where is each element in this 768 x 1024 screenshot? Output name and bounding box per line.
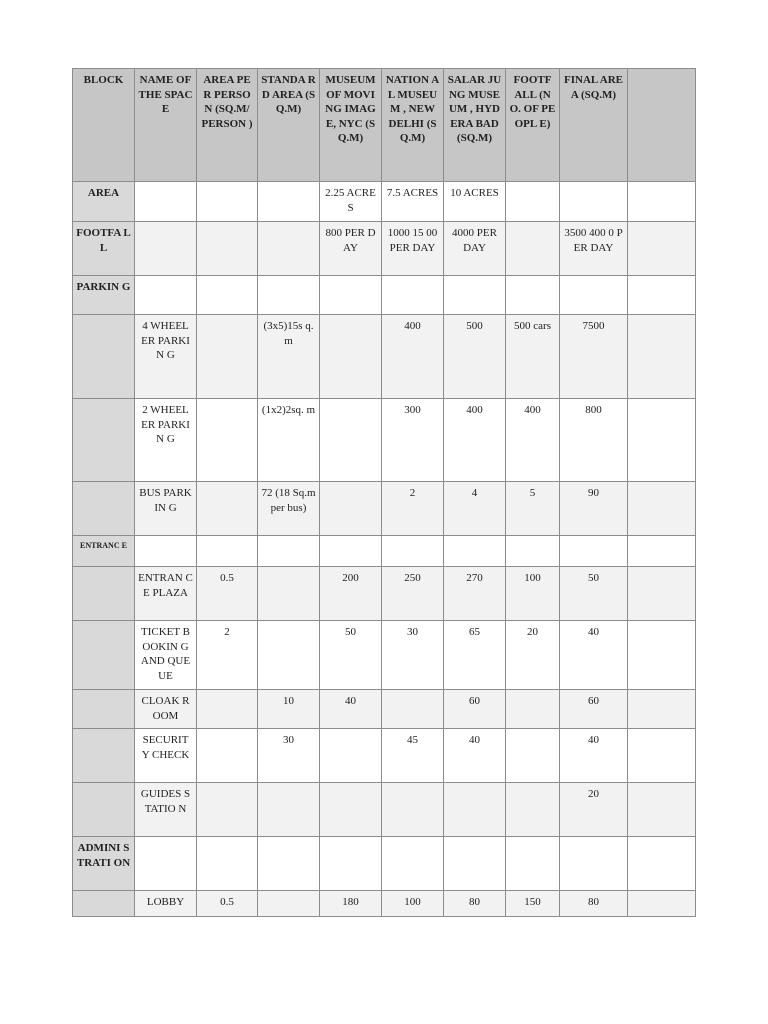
- table-cell: [320, 536, 382, 567]
- table-cell: 50: [560, 567, 628, 621]
- table-cell: 50: [320, 621, 382, 690]
- table-cell: 90: [560, 482, 628, 536]
- table-cell: [197, 729, 258, 783]
- table-cell: [258, 567, 320, 621]
- header-museum-moving-image: MUSEUM OF MOVING IMAGE, NYC (SQ.M): [320, 69, 382, 182]
- table-cell: [197, 482, 258, 536]
- space-cell: TICKET BOOKIN G AND QUEUE: [135, 621, 197, 690]
- table-cell: [320, 837, 382, 891]
- table-cell: 20: [506, 621, 560, 690]
- block-cell: [73, 690, 135, 729]
- table-cell: 400: [506, 399, 560, 482]
- table-cell: 100: [506, 567, 560, 621]
- table-cell: 500: [444, 315, 506, 399]
- block-cell: ENTRANC E: [73, 536, 135, 567]
- table-cell: 800 PER DAY: [320, 222, 382, 276]
- table-row: [73, 690, 696, 729]
- table-row: [73, 399, 696, 482]
- header-footfall: FOOTF ALL (NO. OF PEOPL E): [506, 69, 560, 182]
- table-cell: [382, 690, 444, 729]
- table-cell: [258, 621, 320, 690]
- table-cell: [628, 621, 696, 690]
- table-cell: [197, 837, 258, 891]
- table-cell: [197, 783, 258, 837]
- table-cell: 270: [444, 567, 506, 621]
- table-cell: [197, 182, 258, 222]
- table-cell: 65: [444, 621, 506, 690]
- table-cell: 10: [258, 690, 320, 729]
- space-cell: [135, 276, 197, 315]
- table-cell: [628, 690, 696, 729]
- table-cell: 60: [444, 690, 506, 729]
- table-cell: [197, 315, 258, 399]
- space-cell: 2 WHEEL ER PARKIN G: [135, 399, 197, 482]
- table-cell: [258, 276, 320, 315]
- table-cell: [628, 783, 696, 837]
- table-cell: 2: [382, 482, 444, 536]
- table-cell: 0.5: [197, 891, 258, 917]
- block-cell: [73, 482, 135, 536]
- table-cell: [382, 837, 444, 891]
- table-cell: [560, 182, 628, 222]
- table-row: [73, 621, 696, 690]
- table-cell: 250: [382, 567, 444, 621]
- space-cell: 4 WHEEL ER PARKIN G: [135, 315, 197, 399]
- table-row: [73, 729, 696, 783]
- table-cell: [560, 536, 628, 567]
- table-cell: [506, 729, 560, 783]
- header-final-area: FINAL AREA (SQ.M): [560, 69, 628, 182]
- space-cell: ENTRAN CE PLAZA: [135, 567, 197, 621]
- table-cell: 200: [320, 567, 382, 621]
- table-cell: 4: [444, 482, 506, 536]
- table-cell: [320, 276, 382, 315]
- space-cell: CLOAK ROOM: [135, 690, 197, 729]
- table-cell: [628, 729, 696, 783]
- space-cell: [135, 837, 197, 891]
- table-cell: [444, 783, 506, 837]
- table-cell: [320, 399, 382, 482]
- table-cell: [628, 399, 696, 482]
- table-cell: [320, 783, 382, 837]
- table-cell: 30: [382, 621, 444, 690]
- table-cell: 10 ACRES: [444, 182, 506, 222]
- table-cell: [197, 222, 258, 276]
- table-cell: [506, 690, 560, 729]
- table-cell: 400: [382, 315, 444, 399]
- table-row: [73, 315, 696, 399]
- table-cell: (3x5)15s q.m: [258, 315, 320, 399]
- table-row: [73, 837, 696, 891]
- table-cell: [197, 276, 258, 315]
- block-cell: [73, 729, 135, 783]
- table-cell: 5: [506, 482, 560, 536]
- table-row: [73, 222, 696, 276]
- table-cell: 30: [258, 729, 320, 783]
- table-row: [73, 482, 696, 536]
- table-row: [73, 182, 696, 222]
- table-cell: 80: [444, 891, 506, 917]
- table-cell: [197, 399, 258, 482]
- table-cell: [444, 837, 506, 891]
- table-cell: 300: [382, 399, 444, 482]
- table-cell: [320, 729, 382, 783]
- table-cell: 20: [560, 783, 628, 837]
- table-cell: 45: [382, 729, 444, 783]
- space-cell: [135, 182, 197, 222]
- block-cell: ADMINI STRATI ON: [73, 837, 135, 891]
- table-cell: 80: [560, 891, 628, 917]
- table-cell: 100: [382, 891, 444, 917]
- table-cell: 40: [320, 690, 382, 729]
- table-cell: 60: [560, 690, 628, 729]
- table-cell: [258, 837, 320, 891]
- space-cell: [135, 222, 197, 276]
- table-cell: [444, 536, 506, 567]
- header-row: [73, 69, 696, 182]
- table-cell: [506, 222, 560, 276]
- header-blank: [628, 69, 696, 182]
- table-row: [73, 536, 696, 567]
- space-cell: LOBBY: [135, 891, 197, 917]
- table-cell: [628, 482, 696, 536]
- table-cell: [382, 276, 444, 315]
- table-row: [73, 276, 696, 315]
- table-cell: [628, 837, 696, 891]
- table-cell: 40: [444, 729, 506, 783]
- table-cell: [258, 891, 320, 917]
- space-cell: GUIDES STATIO N: [135, 783, 197, 837]
- table-cell: [258, 222, 320, 276]
- table-cell: [382, 783, 444, 837]
- table-cell: 4000 PER DAY: [444, 222, 506, 276]
- table-cell: [444, 276, 506, 315]
- table-cell: [258, 783, 320, 837]
- table-cell: [197, 690, 258, 729]
- table-cell: [560, 837, 628, 891]
- header-national-museum: NATION AL MUSEUM , NEW DELHI (SQ.M): [382, 69, 444, 182]
- table-cell: [506, 837, 560, 891]
- table-cell: [506, 783, 560, 837]
- space-cell: SECURIT Y CHECK: [135, 729, 197, 783]
- table-cell: 150: [506, 891, 560, 917]
- table-cell: [320, 482, 382, 536]
- table-cell: 40: [560, 729, 628, 783]
- table-cell: 7500: [560, 315, 628, 399]
- table-cell: [628, 315, 696, 399]
- table-cell: 400: [444, 399, 506, 482]
- table-row: [73, 891, 696, 917]
- table-cell: 7.5 ACRES: [382, 182, 444, 222]
- table-cell: [628, 182, 696, 222]
- table-cell: 1000 15 00 PER DAY: [382, 222, 444, 276]
- table-cell: 0.5: [197, 567, 258, 621]
- space-cell: BUS PARKIN G: [135, 482, 197, 536]
- header-name-of-space: NAME OF THE SPACE: [135, 69, 197, 182]
- table-cell: [506, 276, 560, 315]
- block-cell: [73, 891, 135, 917]
- table-cell: [628, 567, 696, 621]
- table-cell: [628, 276, 696, 315]
- block-cell: PARKIN G: [73, 276, 135, 315]
- table-cell: 180: [320, 891, 382, 917]
- space-program-table: [72, 68, 696, 917]
- table-cell: [628, 891, 696, 917]
- header-area-per-person: AREA PER PERSON (SQ.M/ PERSON ): [197, 69, 258, 182]
- table-cell: [197, 536, 258, 567]
- table-row: [73, 567, 696, 621]
- block-cell: [73, 567, 135, 621]
- table-cell: [506, 536, 560, 567]
- table-cell: [628, 222, 696, 276]
- table-cell: 500 cars: [506, 315, 560, 399]
- space-cell: [135, 536, 197, 567]
- table-cell: 2.25 ACRES: [320, 182, 382, 222]
- table-cell: 2: [197, 621, 258, 690]
- table-cell: [560, 276, 628, 315]
- block-cell: [73, 621, 135, 690]
- table-cell: [320, 315, 382, 399]
- block-cell: [73, 783, 135, 837]
- header-salar-jung-museum: SALAR JUNG MUSEUM , HYDERA BAD (SQ.M): [444, 69, 506, 182]
- table-cell: 3500 400 0 PER DAY: [560, 222, 628, 276]
- table-cell: 72 (18 Sq.m per bus): [258, 482, 320, 536]
- header-block: BLOCK: [73, 69, 135, 182]
- table-cell: 40: [560, 621, 628, 690]
- block-cell: FOOTFA LL: [73, 222, 135, 276]
- table-row: [73, 783, 696, 837]
- table-cell: [628, 536, 696, 567]
- header-standard-area: STANDA RD AREA (SQ.M): [258, 69, 320, 182]
- table-cell: [506, 182, 560, 222]
- block-cell: [73, 315, 135, 399]
- block-cell: AREA: [73, 182, 135, 222]
- table-cell: [258, 536, 320, 567]
- table-cell: [258, 182, 320, 222]
- block-cell: [73, 399, 135, 482]
- table-cell: (1x2)2sq. m: [258, 399, 320, 482]
- table-cell: [382, 536, 444, 567]
- table-cell: 800: [560, 399, 628, 482]
